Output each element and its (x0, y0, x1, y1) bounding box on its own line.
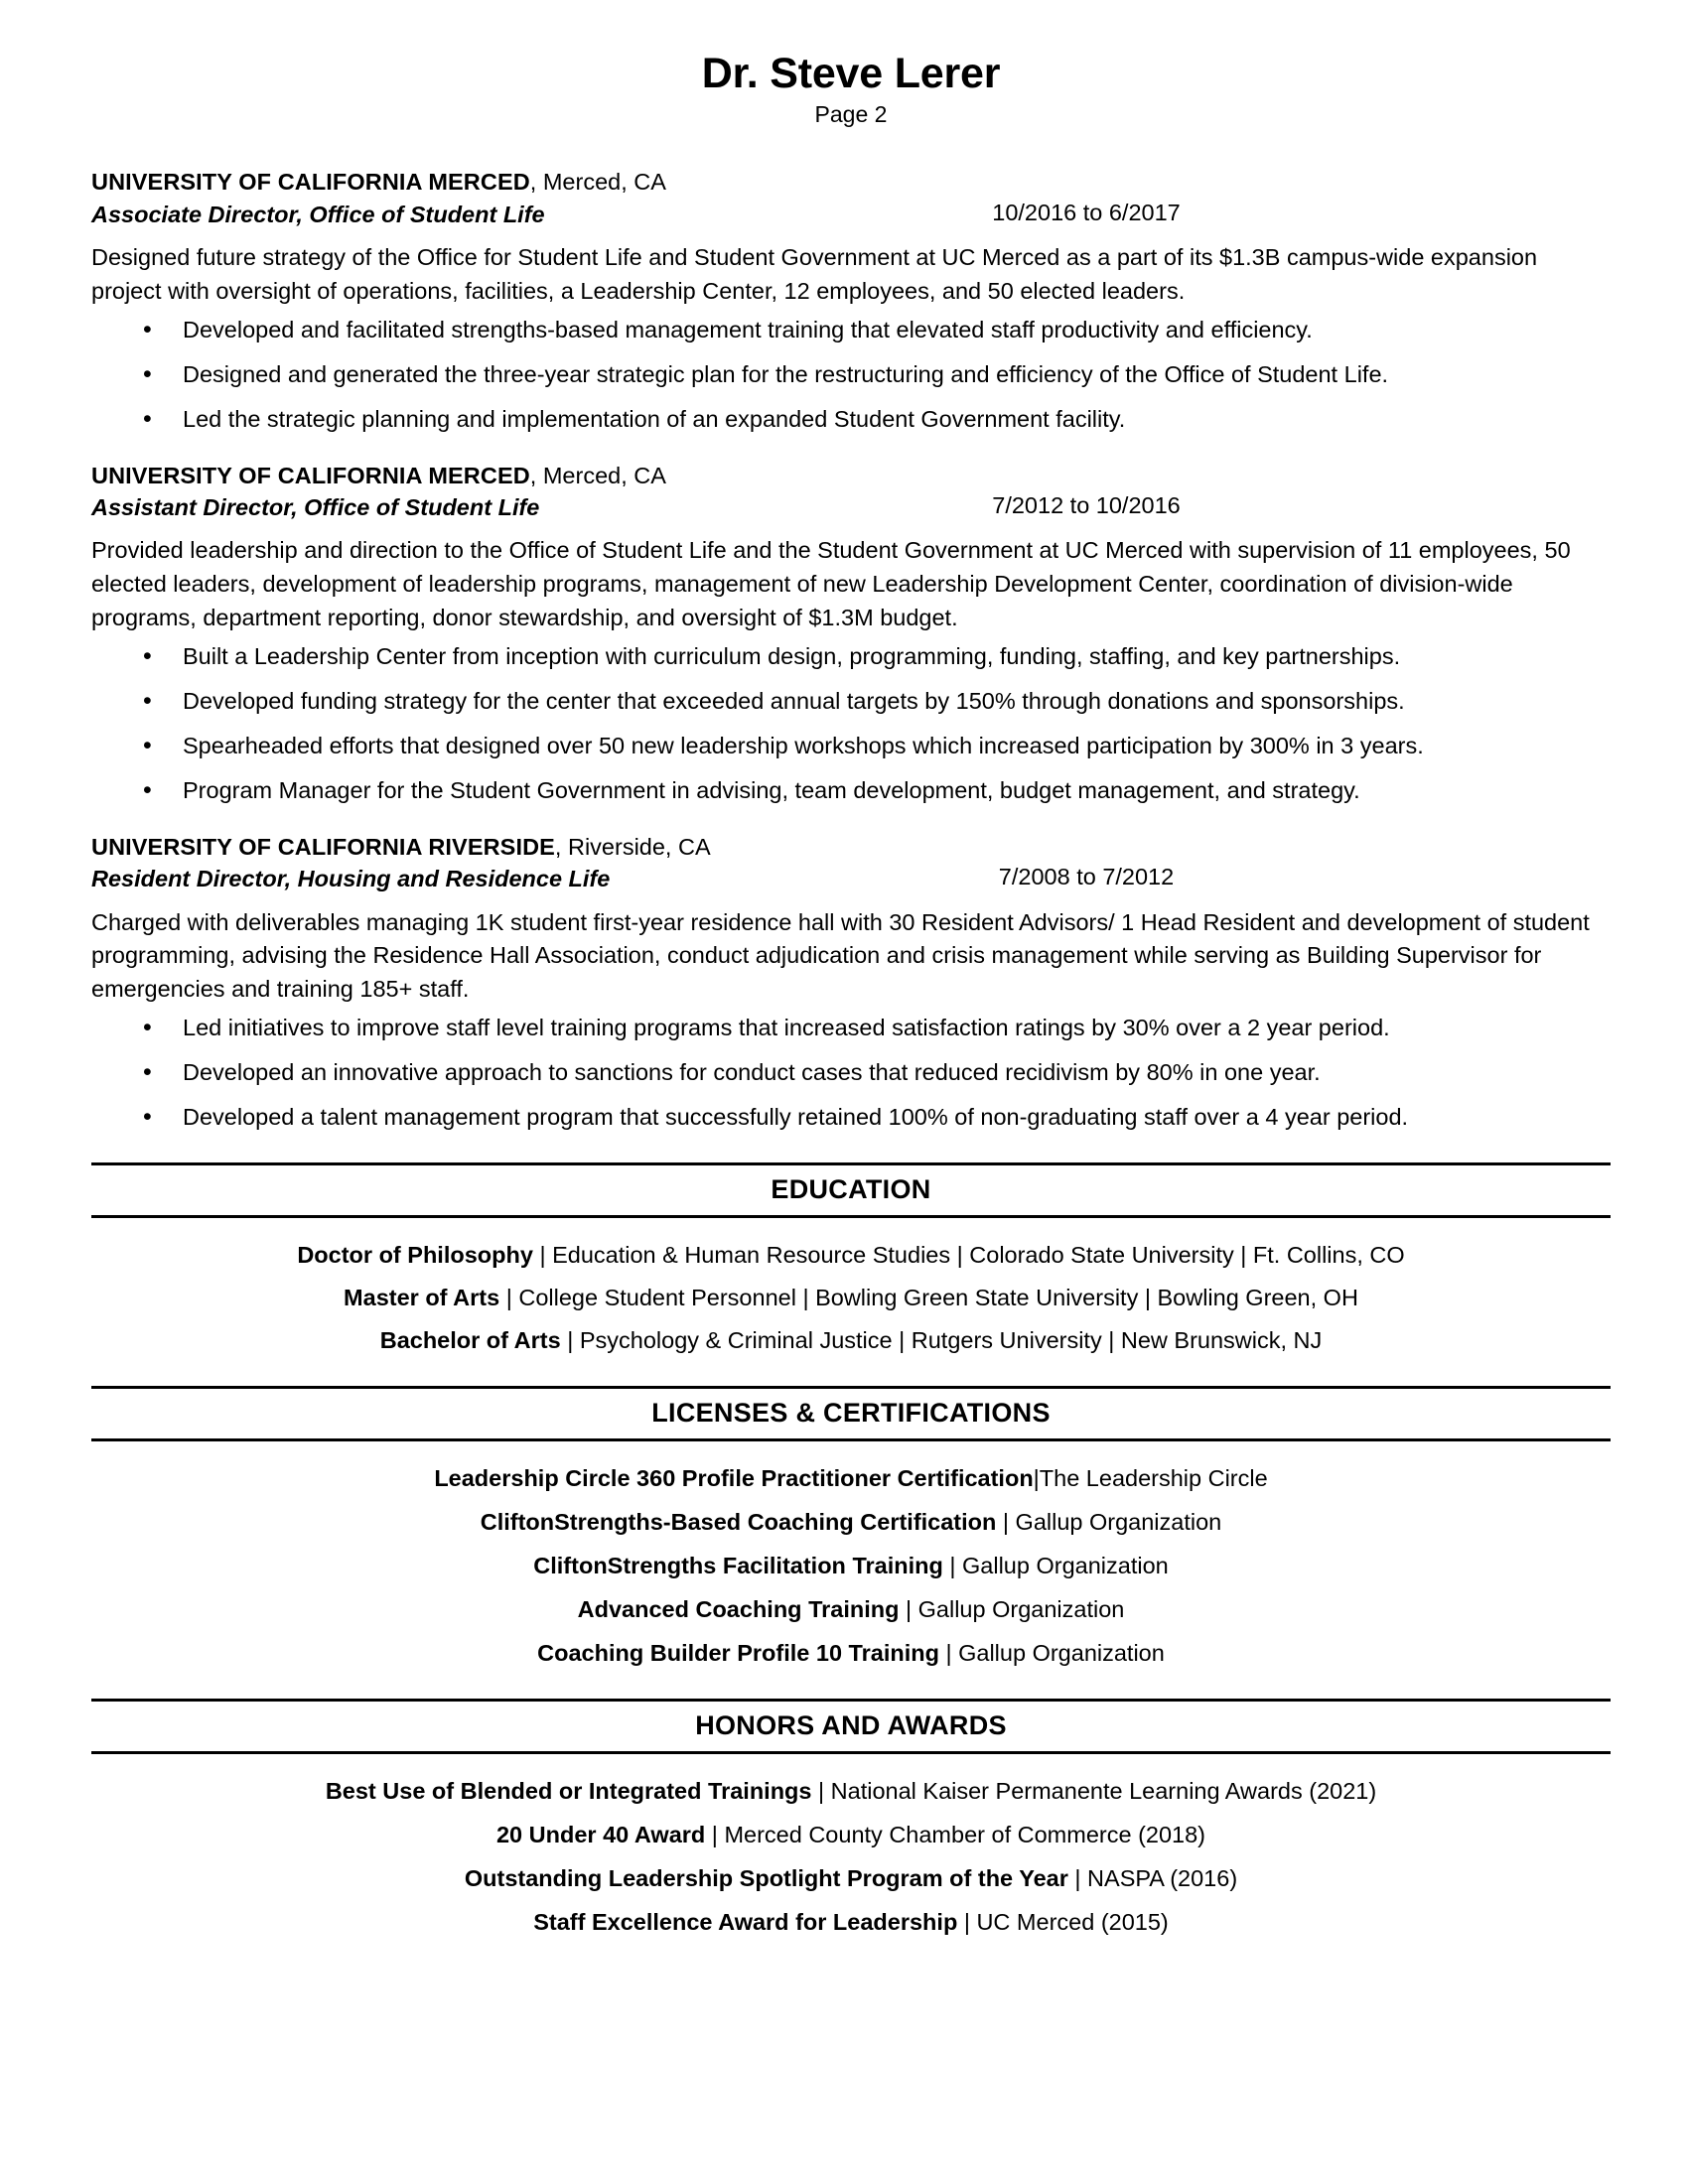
license-item (91, 1551, 1611, 1581)
licenses-list (91, 1441, 1611, 1669)
honor-detail: | National Kaiser Permanente Learning Awards (2021) (811, 1778, 1377, 1805)
license-name: Leadership Circle 360 Profile Practitioner Certification (434, 1465, 1034, 1492)
list-item: • Developed a talent management program that successfully retained 100% of non-graduating staff over a 4 year period. (91, 1102, 1611, 1133)
job-title: Assistant Director, Office of Student Life (91, 493, 540, 520)
list-item: • Led the strategic planning and implementation of an expanded Student Government facility. (91, 404, 1611, 435)
experience-entry (91, 461, 1611, 806)
licenses-section (91, 1386, 1611, 1669)
honor-detail: | Merced County Chamber of Commerce (2018) (705, 1822, 1205, 1848)
education-list (91, 1218, 1611, 1356)
employer: UNIVERSITY OF CALIFORNIA RIVERSIDE, Riverside, CA (91, 833, 711, 860)
employment-dates: 10/2016 to 6/2017 (992, 199, 1181, 225)
job-description: Charged with deliverables managing 1K student first-year residence hall with 30 Resident Advisors/ 1 Head Resident and development of student programming, advising the Residence Hall Association, conduct adjudication and crisis management while serving as Building Supervisor for emergencies and training 185+ staff. (91, 908, 1590, 1003)
license-name: CliftonStrengths-Based Coaching Certification (480, 1509, 997, 1536)
list-item: • Developed funding strategy for the center that exceeded annual targets by 150% through donations and sponsorships. (91, 686, 1611, 717)
degree-name: Bachelor of Arts (379, 1327, 561, 1354)
experience-entry (91, 167, 1611, 434)
employment-dates: 7/2008 to 7/2012 (998, 864, 1175, 890)
list-item: • Developed and facilitated strengths-based management training that elevated staff productivity and efficiency. (91, 315, 1611, 345)
license-name: Advanced Coaching Training (577, 1596, 900, 1623)
honors-list (91, 1754, 1611, 1938)
employer: UNIVERSITY OF CALIFORNIA MERCED, Merced, CA (91, 169, 666, 196)
job-title: Resident Director, Housing and Residence Life (91, 866, 611, 892)
job-title: Associate Director, Office of Student Life (91, 201, 545, 227)
license-issuer: | Gallup Organization (899, 1596, 1125, 1623)
education-item (91, 1240, 1611, 1271)
license-issuer: | Gallup Organization (996, 1509, 1222, 1536)
honor-item (91, 1776, 1611, 1807)
degree-name: Master of Arts (344, 1285, 500, 1311)
employment-dates: 7/2012 to 10/2016 (992, 491, 1181, 518)
achievement-list (91, 1013, 1611, 1133)
license-issuer: | Gallup Organization (942, 1553, 1169, 1579)
list-item: • Spearheaded efforts that designed over 50 new leadership workshops which increased participation by 300% in 3 years. (91, 731, 1611, 761)
honor-name: 20 Under 40 Award (495, 1822, 706, 1848)
honor-item (91, 1907, 1611, 1938)
job-description: Provided leadership and direction to the Office of Student Life and the Student Government at UC Merced with supervision of 11 employees, 50 elected leaders, development of leadership programs, management of new Leadership Development Center, coordination of division-wide programs, department reporting, donor stewardship, and oversight of $1.3M budget. (91, 537, 1571, 631)
achievement-list (91, 641, 1611, 806)
license-issuer: | Gallup Organization (938, 1640, 1165, 1667)
license-issuer: |The Leadership Circle (1033, 1465, 1268, 1492)
degree-name: Doctor of Philosophy (297, 1242, 533, 1269)
honor-item (91, 1863, 1611, 1894)
honor-detail: | UC Merced (2015) (957, 1909, 1169, 1936)
degree-detail: | Psychology & Criminal Justice | Rutgers University | New Brunswick, NJ (560, 1327, 1323, 1354)
education-section (91, 1162, 1611, 1356)
list-item: • Built a Leadership Center from inception with curriculum design, programming, funding, staffing, and key partnerships. (91, 641, 1611, 672)
license-item (91, 1463, 1611, 1494)
honor-item (91, 1820, 1611, 1850)
education-item (91, 1283, 1611, 1313)
experience-entry (91, 832, 1611, 1133)
license-item (91, 1507, 1611, 1538)
license-name: Coaching Builder Profile 10 Training (537, 1640, 939, 1667)
page-title: Dr. Steve Lerer (701, 50, 1001, 97)
license-name: CliftonStrengths Facilitation Training (533, 1553, 943, 1579)
employer: UNIVERSITY OF CALIFORNIA MERCED, Merced, CA (91, 462, 666, 488)
job-description: Designed future strategy of the Office for Student Life and Student Government at UC Merced as a part of its $1.3B campus-wide expansion project with oversight of operations, facilities, a Leadership Center, 12 employees, and 50 elected leaders. (91, 244, 1538, 304)
honors-section (91, 1699, 1611, 1938)
achievement-list (91, 315, 1611, 435)
education-item (91, 1325, 1611, 1356)
honor-name: Staff Excellence Award for Leadership (533, 1909, 958, 1936)
honor-detail: | NASPA (2016) (1067, 1865, 1238, 1892)
honor-name: Outstanding Leadership Spotlight Program of the Year (464, 1865, 1068, 1892)
page-number: Page 2 (814, 101, 888, 128)
section-heading-honors: HONORS AND AWARDS (695, 1710, 1007, 1741)
section-heading-licenses: LICENSES & CERTIFICATIONS (651, 1398, 1051, 1429)
list-item: • Program Manager for the Student Government in advising, team development, budget management, and strategy. (91, 775, 1611, 806)
degree-detail: | Education & Human Resource Studies | Colorado State University | Ft. Collins, CO (532, 1242, 1405, 1269)
section-heading-education: EDUCATION (771, 1174, 931, 1205)
list-item: • Designed and generated the three-year strategic plan for the restructuring and efficiency of the Office of Student Life. (91, 359, 1611, 390)
honor-name: Best Use of Blended or Integrated Trainings (325, 1778, 812, 1805)
degree-detail: | College Student Personnel | Bowling Green State University | Bowling Green, OH (499, 1285, 1358, 1311)
license-item (91, 1638, 1611, 1669)
license-item (91, 1594, 1611, 1625)
list-item: • Led initiatives to improve staff level training programs that increased satisfaction ratings by 30% over a 2 year period. (91, 1013, 1611, 1043)
list-item: • Developed an innovative approach to sanctions for conduct cases that reduced recidivism by 80% in one year. (91, 1057, 1611, 1088)
